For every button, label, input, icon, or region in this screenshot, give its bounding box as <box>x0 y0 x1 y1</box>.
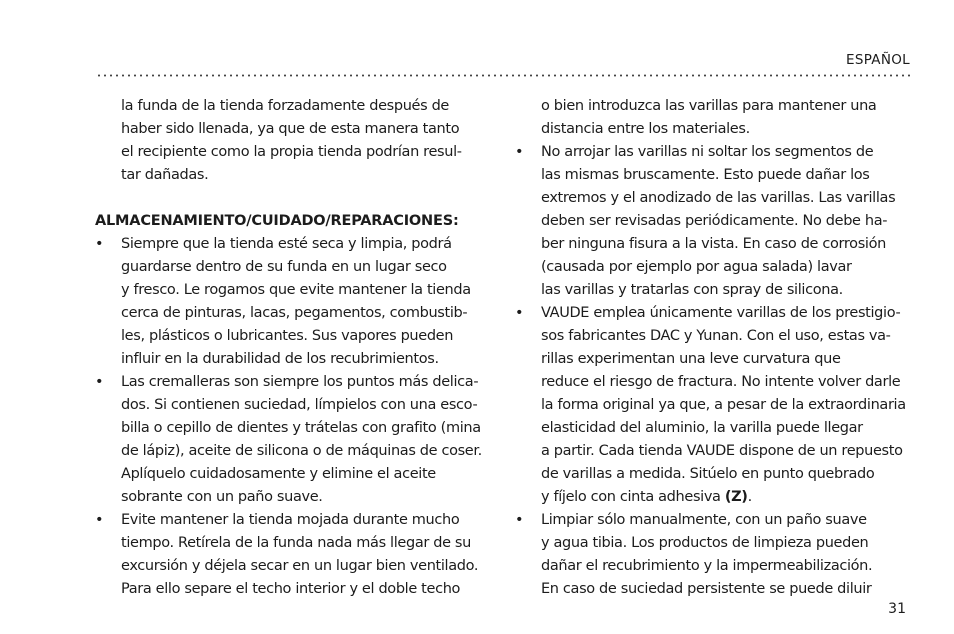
bullet-icon: • <box>515 144 524 160</box>
text-line: cerca de pinturas, lacas, pegamentos, combustib- <box>121 305 468 321</box>
text-line: las varillas y tratarlas con spray de silicona. <box>541 282 843 298</box>
text-line: sobrante con un paño suave. <box>121 489 323 505</box>
text-line: excursión y déjela secar en un lugar bien ventilado. <box>121 558 479 574</box>
bullet-list <box>95 233 495 601</box>
text-line: En caso de suciedad persistente se puede diluir <box>541 581 872 597</box>
text-line: la forma original ya que, a pesar de la extraordinaria <box>541 397 906 413</box>
list-item <box>515 302 915 509</box>
text-line: de varillas a medida. Sitúelo en punto quebrado <box>541 466 875 482</box>
text-line: (causada por ejemplo por agua salada) lavar <box>541 259 852 275</box>
continued-paragraph <box>515 95 915 141</box>
bullet-icon: • <box>95 512 104 528</box>
text-line: Para ello separe el techo interior y el doble techo <box>121 581 461 597</box>
list-item <box>95 233 495 371</box>
text-line: a partir. Cada tienda VAUDE dispone de un repuesto <box>541 443 903 459</box>
text-line: Siempre que la tienda esté seca y limpia, podrá <box>121 236 452 252</box>
text-line: o bien introduzca las varillas para mantener una <box>541 98 877 114</box>
text-line: reduce el riesgo de fractura. No intente volver darle <box>541 374 901 390</box>
text-line: Limpiar sólo manualmente, con un paño suave <box>541 512 867 528</box>
text-line: VAUDE emplea únicamente varillas de los prestigio- <box>541 305 901 321</box>
bullet-icon: • <box>95 236 104 252</box>
list-item <box>515 141 915 302</box>
text-line: tar dañadas. <box>121 167 209 183</box>
text-line: dañar el recubrimiento y la impermeabilización. <box>541 558 873 574</box>
text-line: y fresco. Le rogamos que evite mantener la tienda <box>121 282 471 298</box>
text-line: las mismas bruscamente. Esto puede dañar los <box>541 167 870 183</box>
text-line: el recipiente como la propia tienda podrían resul- <box>121 144 462 160</box>
continued-paragraph <box>95 95 495 187</box>
text-line <box>541 486 915 509</box>
list-item <box>95 509 495 601</box>
text-line: sos fabricantes DAC y Yunan. Con el uso, estas va- <box>541 328 891 344</box>
text-line: billa o cepillo de dientes y trátelas con grafito (mina <box>121 420 481 436</box>
page-number: 31 <box>888 601 906 617</box>
bullet-list <box>515 141 915 601</box>
text-fragment: . <box>747 489 752 505</box>
list-item <box>95 371 495 509</box>
text-line: tiempo. Retírela de la funda nada más llegar de su <box>121 535 471 551</box>
text-line: elasticidad del aluminio, la varilla puede llegar <box>541 420 863 436</box>
text-line: No arrojar las varillas ni soltar los segmentos de <box>541 144 874 160</box>
text-fragment: y fíjelo con cinta adhesiva <box>541 489 725 505</box>
text-line: les, plásticos o lubricantes. Sus vapores pueden <box>121 328 454 344</box>
bullet-icon: • <box>515 512 524 528</box>
list-item <box>515 509 915 601</box>
text-line: Evite mantener la tienda mojada durante mucho <box>121 512 460 528</box>
text-line: influir en la durabilidad de los recubrimientos. <box>121 351 439 367</box>
text-line: Las cremalleras son siempre los puntos más delica- <box>121 374 479 390</box>
text-line: rillas experimentan una leve curvatura que <box>541 351 841 367</box>
language-label: ESPAÑOL <box>846 52 910 68</box>
text-line: guardarse dentro de su funda en un lugar seco <box>121 259 447 275</box>
text-line: distancia entre los materiales. <box>541 121 750 137</box>
text-line: y agua tibia. Los productos de limpieza pueden <box>541 535 869 551</box>
bullet-icon: • <box>95 374 104 390</box>
figure-reference: (Z) <box>724 489 748 505</box>
right-column <box>515 95 915 601</box>
text-line: la funda de la tienda forzadamente después de <box>121 98 449 114</box>
text-line: extremos y el anodizado de las varillas. Las varillas <box>541 190 896 206</box>
left-column <box>95 95 495 601</box>
text-line: Aplíquelo cuidadosamente y elimine el aceite <box>121 466 436 482</box>
text-line: de lápiz), aceite de silicona o de máquinas de coser. <box>121 443 482 459</box>
text-line: dos. Si contienen suciedad, límpielos con una esco- <box>121 397 478 413</box>
bullet-icon: • <box>515 305 524 321</box>
text-line: haber sido llenada, ya que de esta manera tanto <box>121 121 460 137</box>
text-line: ber ninguna fisura a la vista. En caso de corrosión <box>541 236 886 252</box>
spacer <box>95 187 495 210</box>
dotted-divider <box>96 74 910 77</box>
text-line: deben ser revisadas periódicamente. No debe ha- <box>541 213 888 229</box>
section-heading: ALMACENAMIENTO/CUIDADO/REPARACIONES: <box>95 213 459 229</box>
